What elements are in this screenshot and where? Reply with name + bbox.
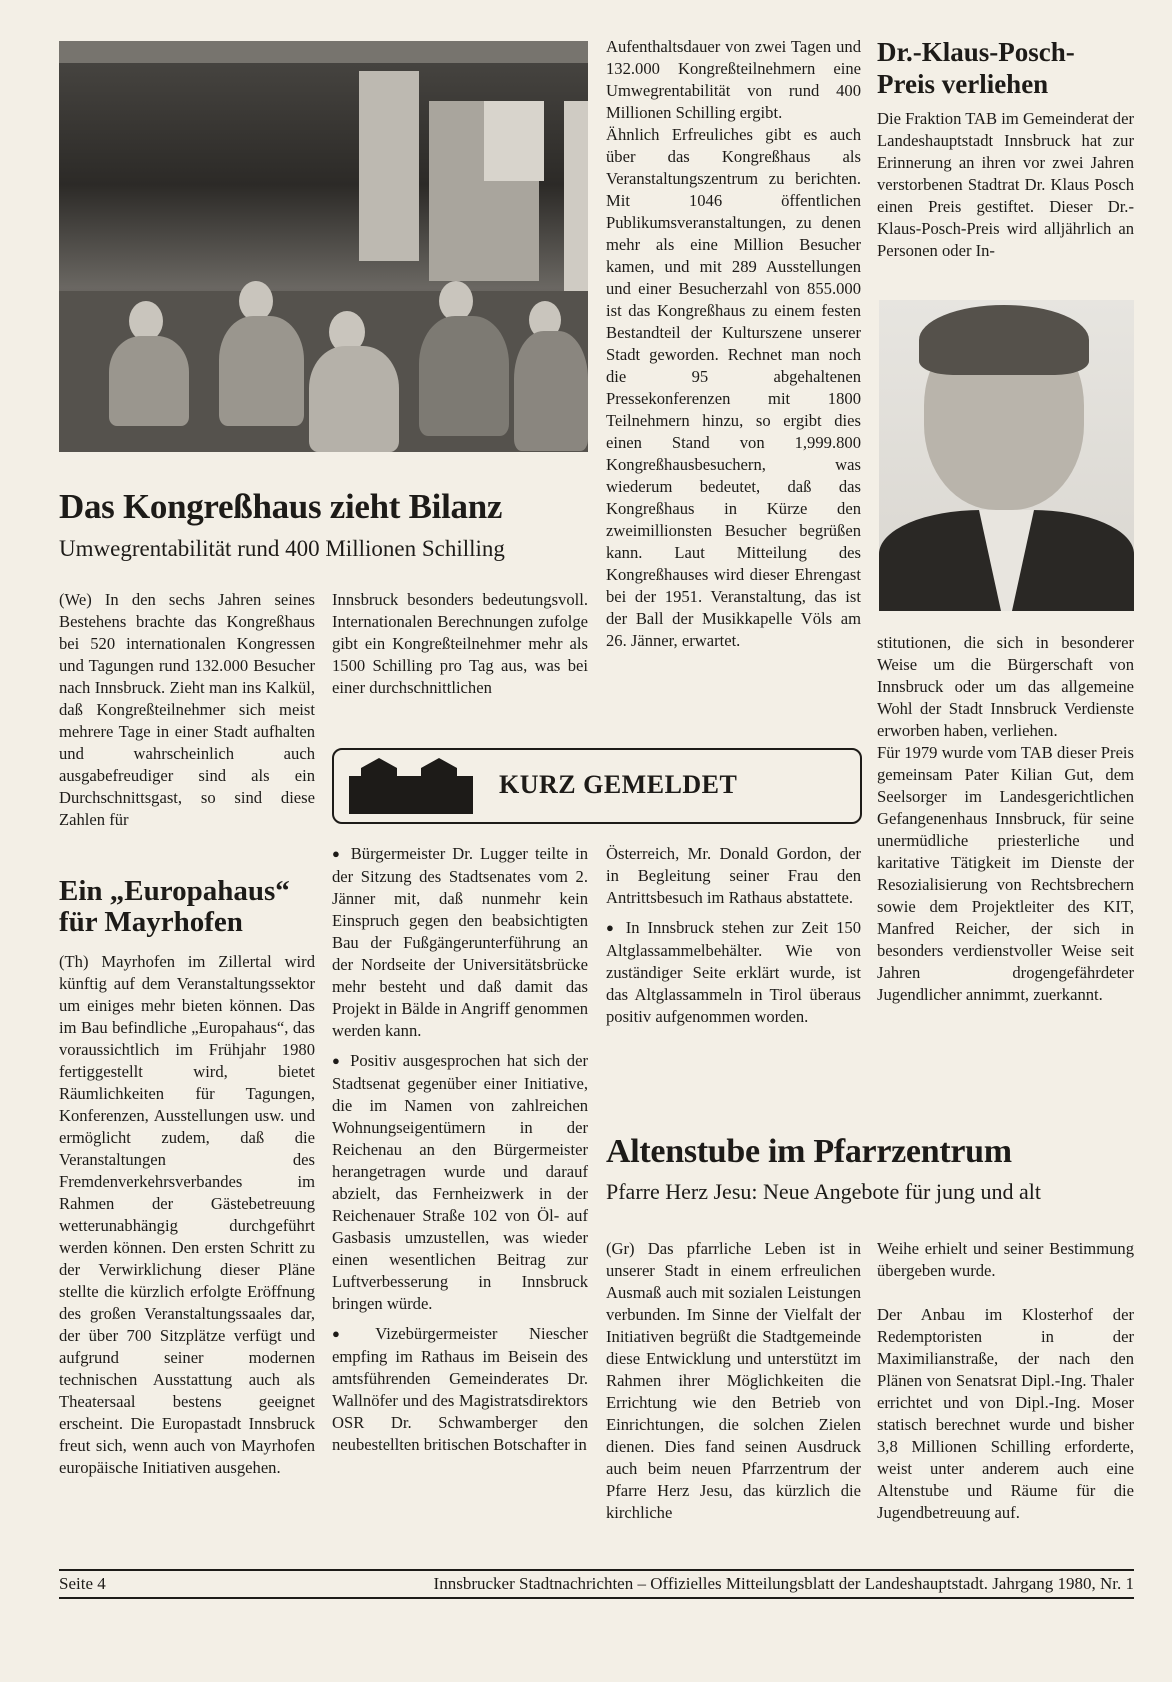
kurz-gemeldet-banner (332, 748, 862, 824)
portrait-hair (919, 305, 1089, 375)
news-item: ● Vizebürgermeister Niescher empfing im Rathaus im Beisein des amtsführenden Gemeinderates Dr. Wallnöfer und des Magistratsdirektors OSR Dr. Schwamberger den neubestellten britischen Botschafter in (332, 1323, 588, 1456)
headline-line: Dr.-Klaus-Posch- (877, 37, 1075, 67)
kurz-gemeldet-title: KURZ GEMELDET (499, 770, 738, 799)
paragraph: (Th) Mayrhofen im Zillertal wird künftig auf dem Veranstaltungssektor um einiges mehr bieten können. Das im Bau befindliche „Europahaus“, das voraussichtlich im Frühjahr 1980 fertiggestellt wird, bietet Räumlichkeiten für Tagungen, Konferenzen, Ausstellungen usw. und ermöglicht zudem, daß die Veranstaltungen des Fremdenverkehrsverbandes im Rahmen der Gästebetreuung wetterunabhängig durchgeführt werden können. Den ersten Schritt zu der Verwirklichung dieser Pläne stellte die kürzlich erfolgte Eröffnung des großen Veranstaltungssaales dar, der über 700 Sitzplätze verfügt und aufgrund seiner modernen technischen Ausstattung auch als Theatersaal bestens geeignet erscheint. Die Europastadt Innsbruck freut sich, wenn auch von Mayrhofen europäische Initiativen ausgehen. (59, 952, 315, 1477)
altenstube-col2 (877, 1238, 1134, 1532)
publication-line: Innsbrucker Stadtnachrichten – Offizielles Mitteilungsblatt der Landeshauptstadt. Jahrgang 1980, Nr. 1 (433, 1574, 1134, 1593)
headline-line: Ein „Europahaus“ (59, 875, 290, 907)
altenstube-headline: Altenstube im Pfarrzentrum (606, 1133, 1012, 1170)
kongress-subheadline: Umwegrentabilität rund 400 Millionen Schilling (59, 536, 505, 561)
portrait-photo (879, 300, 1134, 611)
kongress-headline: Das Kongreßhaus zieht Bilanz (59, 487, 503, 526)
kurz-gemeldet-col1 (332, 843, 588, 1464)
paragraph: Der Anbau im Klosterhof der Redemptoristen in der Maximilianstraße, der nach den Plänen von Senatsrat Dipl.-Ing. Thaler errichtet und von Dipl.-Ing. Moser statisch berechnet wurde und bisher 3,8 Millionen Schilling erforderte, weist unter anderem auch eine Altenstube und Räume für die Jugendbetreuung auf. (877, 1305, 1134, 1522)
paragraph: Die Fraktion TAB im Gemeinderat der Landeshauptstadt Innsbruck hat zur Erinnerung an ihren vor zwei Jahren verstorbenen Stadtrat Dr. Klaus Posch einen Preis gestiftet. Dieser Dr.-Klaus-Posch-Preis wird alljährlich an Personen oder In- (877, 109, 1134, 260)
paragraph: Ähnlich Erfreuliches gibt es auch über das Kongreßhaus als Veranstaltungszentrum zu berichten. Mit 1046 öffentlichen Publikumsveranstaltungen, zu denen mehr als eine Million Besucher kamen, und mit 289 Ausstellungen und einer Besucherzahl von 855.000 ist das Kongreßhaus zu einem festen Bestandteil der Kulturszene unserer Stadt geworden. Rechnet man noch die 95 abgehaltenen Pressekonferenzen mit 1800 Teilnehmern hinzu, so ergibt dies einen Stand von 1,999.800 Kongreßhausbesuchern, was wiederum bedeutet, daß das Kongreßhaus in Kürze den zweimillionsten Besucher begrüßen kann. Laut Mitteilung des Kongreßhauses wird dieser Ehrengast bei der 1951. Veranstaltung, das ist der Ball der Musikkapelle Völs am 26. Jänner, erwartet. (606, 125, 861, 650)
page-number: Seite 4 (59, 1574, 106, 1593)
headline-line: für Mayrhofen (59, 906, 243, 938)
altenstube-col1 (606, 1238, 861, 1532)
europahaus-body (59, 951, 315, 1487)
footer-top-rule (59, 1569, 1134, 1571)
paragraph: (We) In den sechs Jahren seines Bestehens brachte das Kongreßhaus bei 520 internationalen Kongressen und Tagungen rund 132.000 Besucher nach Innsbruck. Zieht man ins Kalkül, daß Kongreßteilnehmer sich meist mehrere Tage in einer Stadt aufhalten und wahrscheinlich auch ausgabefreudiger sind als ein Durchschnittsgast, so sind diese Zahlen für (59, 590, 315, 829)
houses-icon (349, 758, 473, 814)
paragraph: Weihe erhielt und seiner Bestimmung übergeben wurde. (877, 1239, 1134, 1280)
europahaus-headline (59, 876, 319, 938)
posch-body (877, 632, 1134, 1014)
paragraph: Aufenthaltsdauer von zwei Tagen und 132.000 Kongreßteilnehmern eine Umwegrentabilität von rund 400 Millionen Schilling ergibt. (606, 37, 861, 122)
paragraph: Innsbruck besonders bedeutungsvoll. Internationalen Berechnungen zufolge gibt ein Kongreßteilnehmer mehr als 1500 Schilling pro Tag aus, was bei einer durchschnittlichen (332, 590, 588, 697)
posch-headline (877, 36, 1137, 100)
kurz-gemeldet-col2 (606, 843, 861, 1036)
paragraph: Für 1979 wurde vom TAB dieser Preis gemeinsam Pater Kilian Gut, dem Seelsorger im Landesgerichtlichen Gefangenenhaus Innsbruck, für seine unermüdliche priesterliche und karitative Tätigkeit im Dienste der Resozialisierung von Rechtsbrechern sowie dem Projektleiter des KIT, Manfred Reicher, der sich in besonders verdienstvoller Weise seit Jahren drogengefährdeter Jugendlicher annimmt, zuerkannt. (877, 743, 1134, 1004)
kongress-col3 (606, 36, 861, 660)
news-item: ● Bürgermeister Dr. Lugger teilte in der Sitzung des Stadtsenates vom 2. Jänner mit, daß nunmehr kein Einspruch gegen den beabsichtigten Bau der Fußgängerunterführung an der Nordseite der Universitätsbrücke mehr besteht und daß damit das Projekt in Bälde in Angriff genommen werden kann. (332, 843, 588, 1042)
altenstube-subheadline: Pfarre Herz Jesu: Neue Angebote für jung und alt (606, 1179, 1041, 1204)
kongress-col1 (59, 589, 315, 839)
headline-line: Preis verliehen (877, 69, 1049, 99)
paragraph: (Gr) Das pfarrliche Leben ist in unserer Stadt in einem erfreulichen Ausmaß auch mit sozialen Leistungen verbunden. Im Sinne der Vielfalt der Initiativen begrüßt die Stadtgemeinde diese Entwicklung und unterstützt im Rahmen ihrer Möglichkeiten die Errichtung wie den Betrieb von Einrichtungen, die solchen Zielen dienen. Dies fand seinen Ausdruck auch beim neuen Pfarrzentrum der Pfarre Herz Jesu, das kürzlich die kirchliche (606, 1239, 861, 1522)
posch-intro (877, 108, 1134, 270)
news-item: ● Positiv ausgesprochen hat sich der Stadtsenat gegenüber einer Initiative, die im Namen von zahlreichen Wohnungseigentümern in der Reichenau an den Bürgermeister herangetragen wurde und darauf abzielt, das Fernheizwerk in der Reichenauer Straße 102 von Öl- auf Gasbasis umzustellen, was wieder einen wesentlichen Beitrag zur Luftverbesserung in Innsbruck bringen würde. (332, 1050, 588, 1315)
kongress-col2 (332, 589, 588, 707)
news-item-continued: Österreich, Mr. Donald Gordon, der in Begleitung seiner Frau den Antrittsbesuch im Rathaus abstattete. (606, 844, 861, 907)
footer-bottom-rule (59, 1597, 1134, 1599)
paragraph: stitutionen, die sich in besonderer Weise um die Bürgerschaft von Innsbruck oder um das allgemeine Wohl der Stadt Innsbruck Verdienste erworben haben, verliehen. (877, 633, 1134, 740)
news-item: ● In Innsbruck stehen zur Zeit 150 Altglassammelbehälter. Wie von zuständiger Seite erklärt wurde, ist das Altglassammeln in Tirol überaus positiv aufgenommen worden. (606, 917, 861, 1028)
congress-hall-photo (59, 41, 588, 452)
